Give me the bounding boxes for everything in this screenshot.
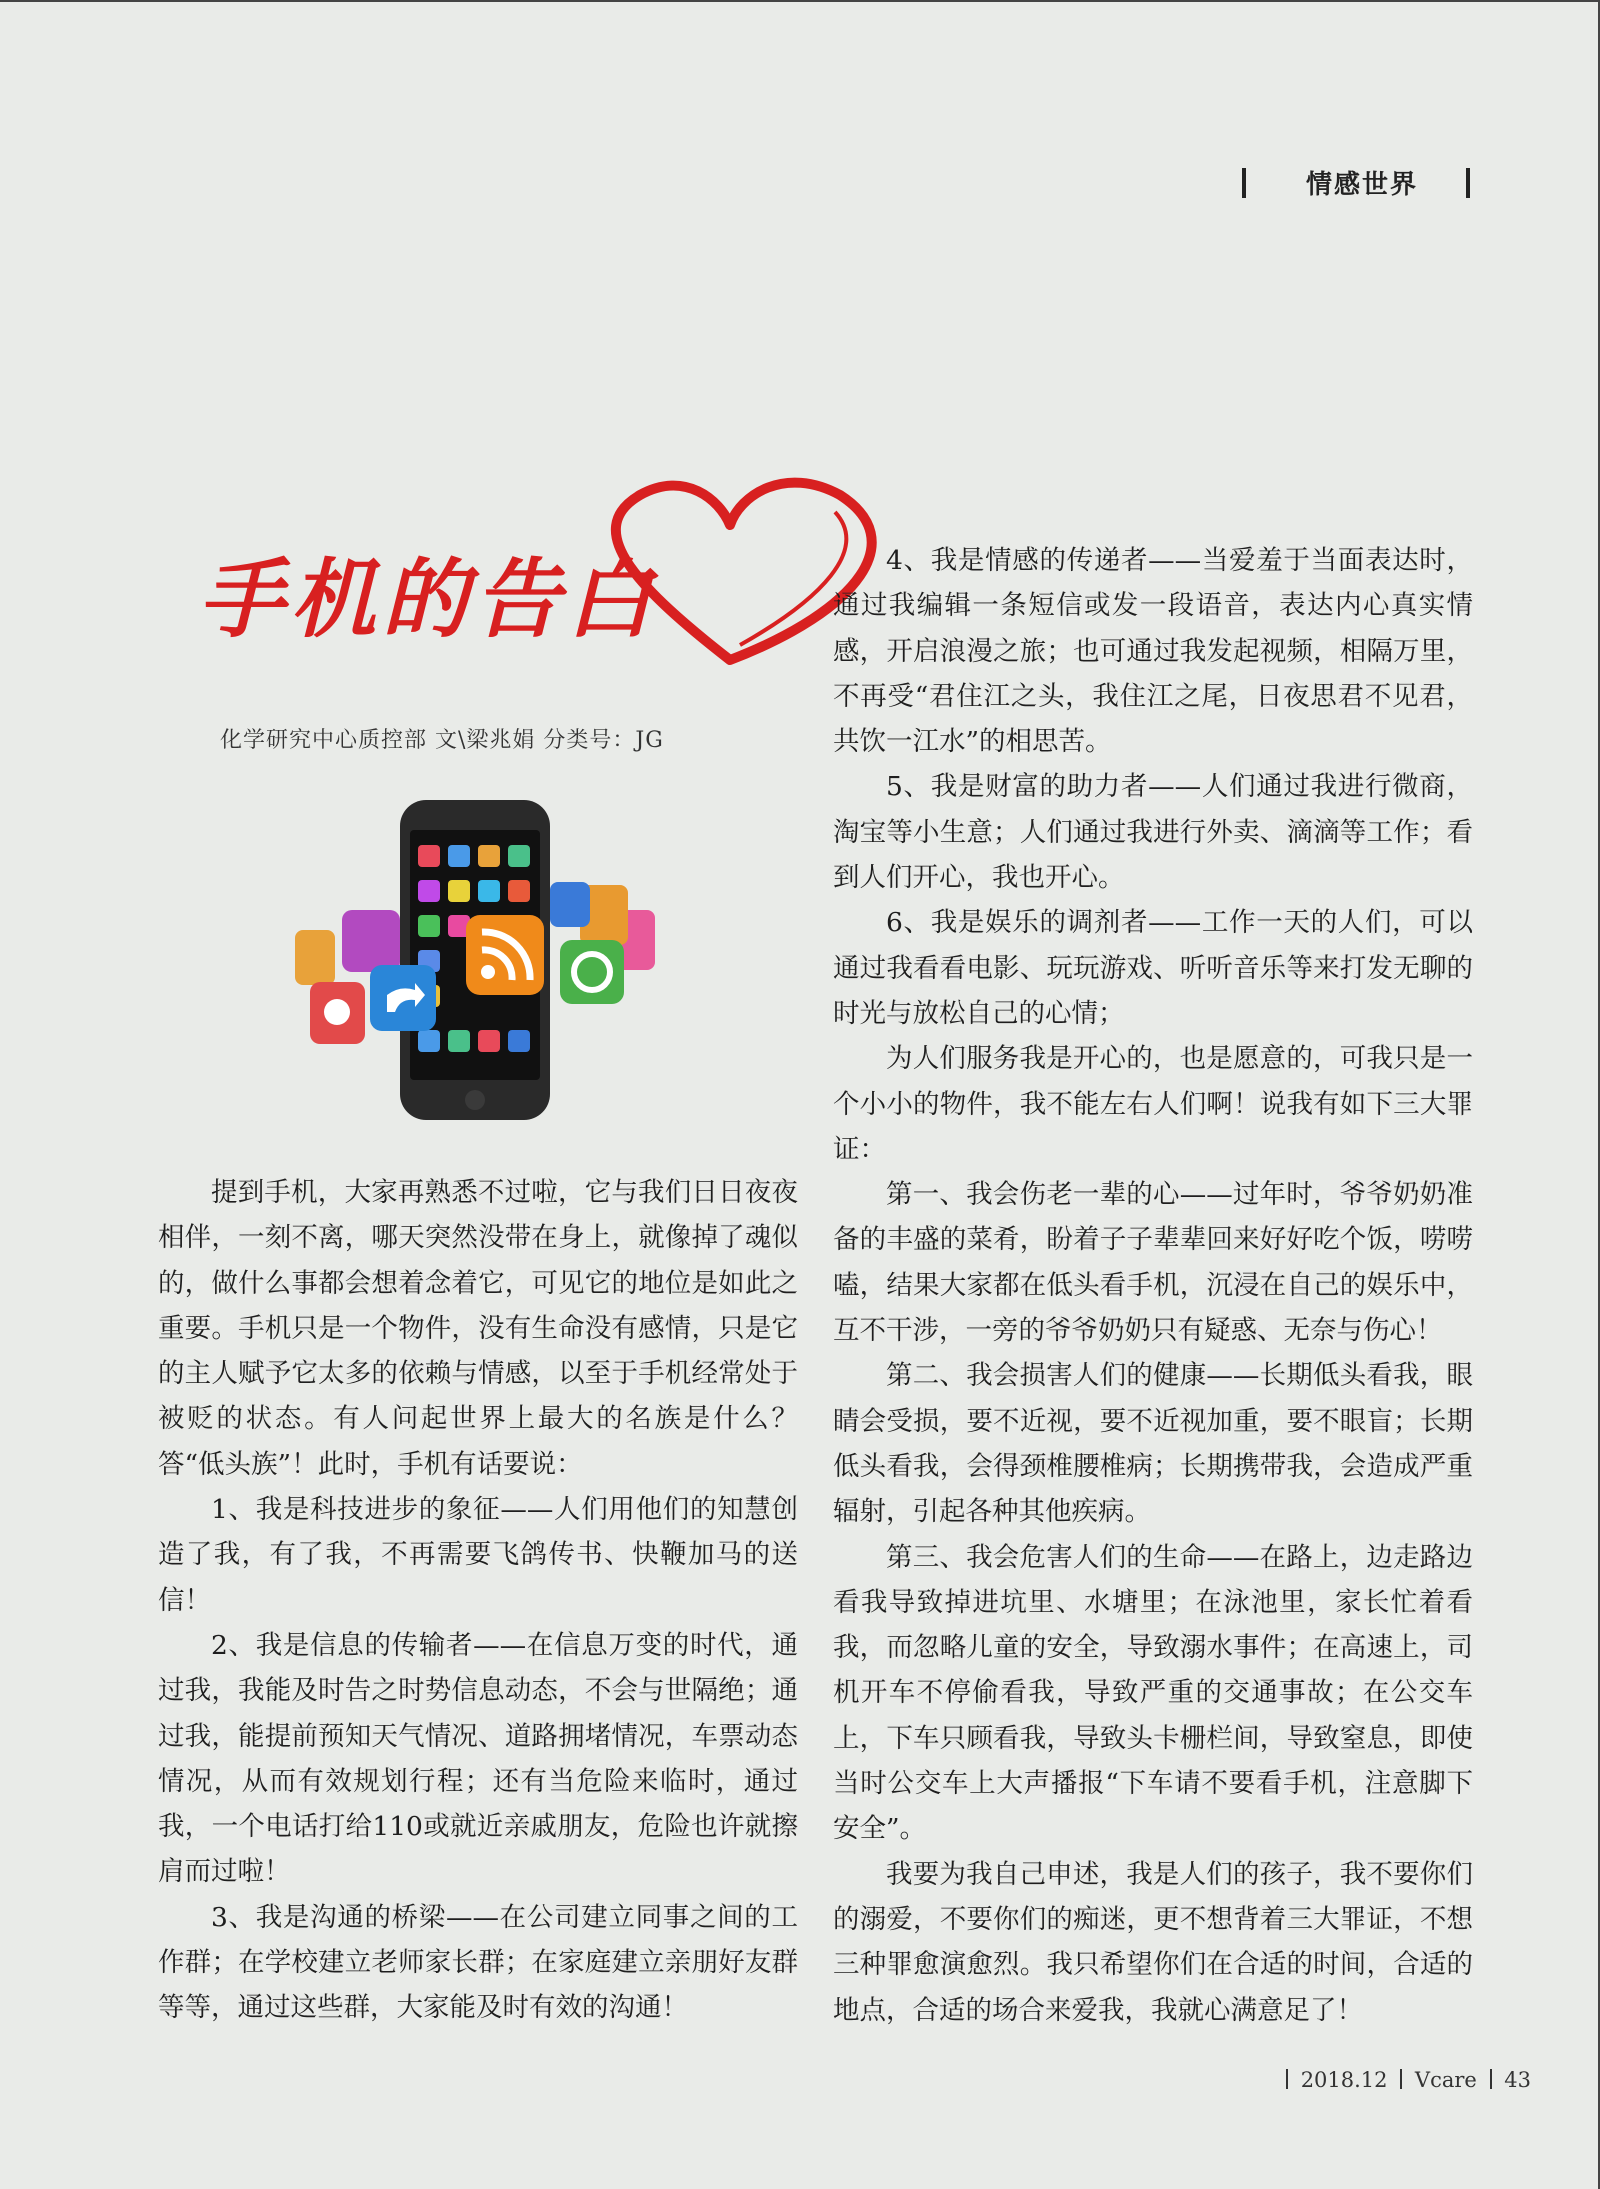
article-paragraph: 第二、我会损害人们的健康——长期低头看我，眼睛会受损，要不近视，要不近视加重，要不眼盲；长期低头看我，会得颈椎腰椎病；长期携带我，会造成严重辐射，引起各种其他疾病。 — [833, 1360, 1473, 1528]
aperture-app-tile — [560, 940, 624, 1004]
article-paragraph: 1、我是科技进步的象征——人们用他们的知慧创造了我，有了我，不再需要飞鸽传书、快鞭加马的送信！ — [158, 1494, 798, 1616]
article-paragraph: 2、我是信息的传输者——在信息万变的时代，通过我，我能及时告之时势信息动态，不会与世隔绝；通过我，能提前预知天气情况、道路拥堵情况，车票动态情况，从而有效规划行程；还有当危险来临时，通过我，一个电话打给110或就近亲戚朋友，危险也许就擦肩而过啦！ — [158, 1629, 798, 1888]
article-title: 手机的告白 — [198, 549, 658, 650]
article-paragraph: 为人们服务我是开心的，也是愿意的，可我只是一个小小的物件，我不能左右人们啊！说我有如下三大罪证： — [833, 1043, 1473, 1165]
magazine-name: Vcare — [1414, 2068, 1477, 2092]
article-paragraph: 第一、我会伤老一辈的心——过年时，爷爷奶奶准备的丰盛的菜肴，盼着子子辈辈回来好好吃个饭，唠唠嗑，结果大家都在低头看手机，沉浸在自己的娱乐中，互不干涉，一旁的爷爷奶奶只有疑惑、无奈与伤心！ — [833, 1179, 1473, 1347]
home-button-icon — [465, 1090, 485, 1110]
article-paragraph: 提到手机，大家再熟悉不过啦，它与我们日日夜夜相伴，一刻不离，哪天突然没带在身上，就像掉了魂似的，做什么事都会想着念着它，可见它的地位是如此之重要。手机只是一个物件，没有生命没有感情，只是它的主人赋予它太多的依赖与情感，以至于手机经常处于被贬的状态。有人问起世界上最大的名族是什么？答“低头族”！此时，手机有话要说： — [158, 1177, 798, 1480]
footer-divider — [1286, 2069, 1288, 2089]
article-paragraph: 第三、我会危害人们的生命——在路上，边走路边看我导致掉进坑里、水塘里；在泳池里，家长忙着看我，而忽略儿童的安全，导致溺水事件；在高速上，司机开车不停偷看我，导致严重的交通事故；在公交车上，下车只顾看我，导致头卡栅栏间，导致窒息，即使当时公交车上大声播报“下车请不要看手机，注意脚下安全”。 — [833, 1541, 1473, 1845]
article-paragraph: 4、我是情感的传递者——当爱羞于当面表达时，通过我编辑一条短信或发一段语音，表达内心真实情感，开启浪漫之旅；也可通过我发起视频，相隔万里，不再受“君住江之头，我住江之尾，日夜思君不见君，共饮一江水”的相思苦。 — [833, 545, 1473, 758]
page-footer — [1280, 2068, 1531, 2092]
app-tile-icon — [550, 882, 590, 927]
article-paragraph: 我要为我自己申述，我是人们的孩子，我不要你们的溺爱，不要你们的痴迷，更不想背着三大罪证，不想三种罪愈演愈烈。我只希望你们在合适的时间，合适的地点，合适的场合来爱我，我就心满意足了！ — [833, 1858, 1473, 2026]
page-border-top — [0, 0, 1600, 2]
article-title-block — [190, 470, 710, 670]
smartphone-apps-illustration — [290, 790, 670, 1130]
page-number: 43 — [1504, 2068, 1531, 2092]
header-bar-left — [1242, 168, 1246, 198]
article-paragraph: 5、我是财富的助力者——人们通过我进行微商，淘宝等小生意；人们通过我进行外卖、滴滴等工作；看到人们开心，我也开心。 — [833, 771, 1473, 894]
app-tile-icon — [295, 930, 335, 985]
article-column-right — [833, 538, 1473, 2033]
footer-divider — [1490, 2069, 1492, 2089]
issue-date: 2018.12 — [1300, 2068, 1388, 2092]
section-header — [1236, 164, 1476, 204]
app-tile-icon — [342, 910, 400, 972]
article-column-left — [158, 1170, 798, 2031]
section-title: 情感世界 — [1306, 170, 1419, 200]
header-bar-right — [1466, 168, 1470, 198]
byline: 化学研究中心质控部 文\梁兆娟 分类号：JG — [220, 728, 664, 753]
footer-divider — [1400, 2069, 1402, 2089]
article-paragraph: 3、我是沟通的桥梁——在公司建立同事之间的工作群；在学校建立老师家长群；在家庭建立亲朋好友群等等，通过这些群，大家能及时有效的沟通！ — [158, 1901, 798, 2024]
article-paragraph: 6、我是娱乐的调剂者——工作一天的人们，可以通过我看看电影、玩玩游戏、听听音乐等来打发无聊的时光与放松自己的心情； — [833, 907, 1473, 1029]
